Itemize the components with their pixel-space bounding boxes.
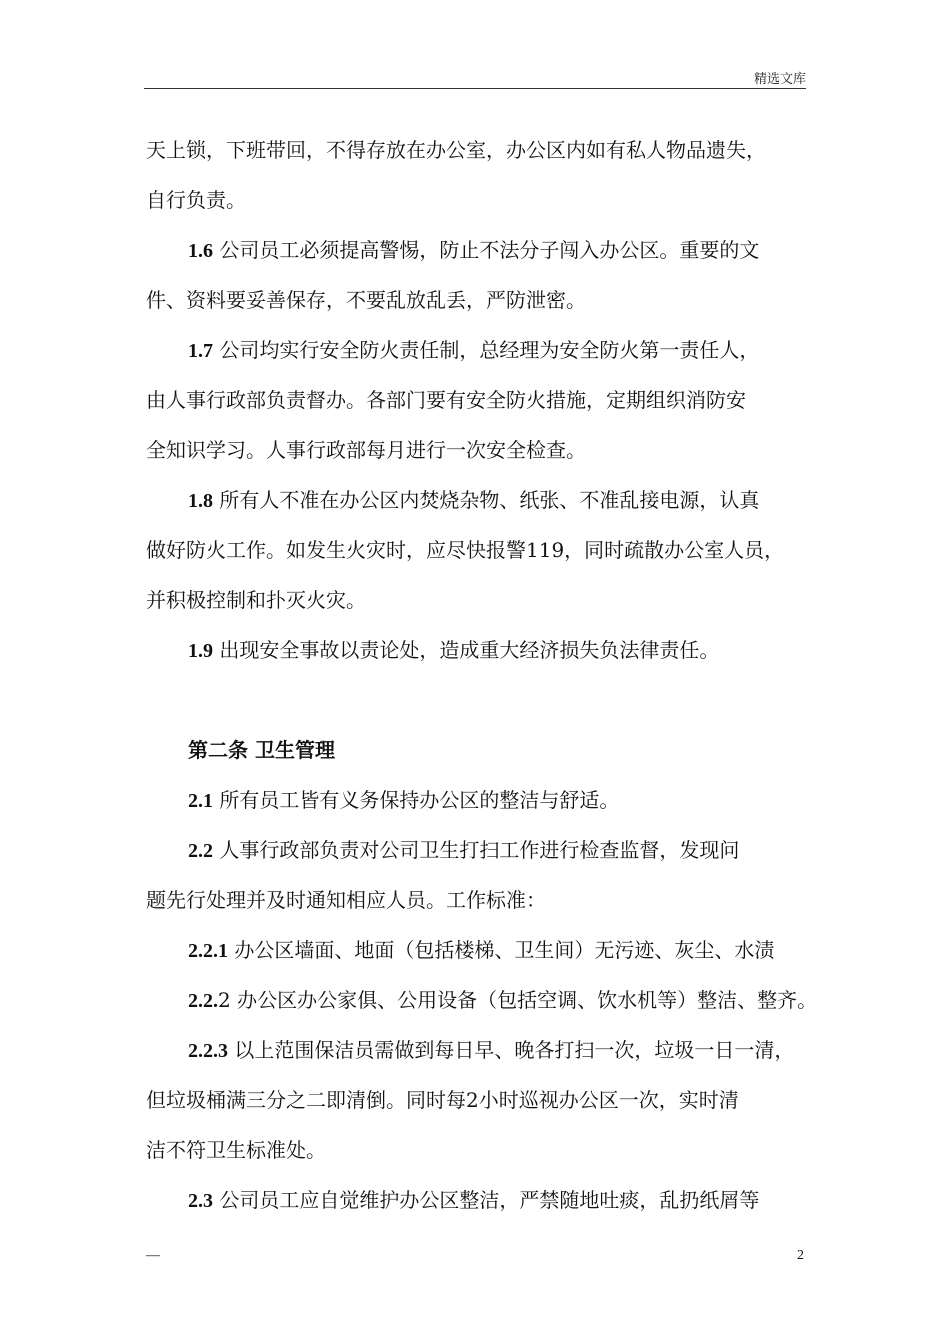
clause-number: 2.2 <box>188 840 213 862</box>
clause-number: 1.9 <box>188 640 213 662</box>
text-line: 题先行处理并及时通知相应人员。工作标准： <box>146 888 546 912</box>
clause-2-3: 2.3 公司员工应自觉维护办公区整洁，严禁随地吐痰，乱扔纸屑等 <box>188 1188 760 1212</box>
page-header-label: 精选文库 <box>753 72 806 87</box>
text-line: 自行负责。 <box>146 188 246 212</box>
clause-number: 2.2.3 <box>188 1040 228 1062</box>
clause-1-9: 1.9 出现安全事故以责论处，造成重大经济损失负法律责任。 <box>188 638 720 662</box>
text-line: 件、资料要妥善保存，不要乱放乱丢，严防泄密。 <box>146 288 586 312</box>
clause-1-6: 1.6 公司员工必须提高警惕，防止不法分子闯入办公区。重要的文 <box>188 238 760 262</box>
page-number: 2 <box>797 1248 804 1263</box>
text-line: 但垃圾桶满三分之二即清倒。同时每2小时巡视办公区一次，实时清 <box>146 1088 739 1112</box>
clause-number: 2.1 <box>188 790 213 812</box>
text-line: 做好防火工作。如发生火灾时，应尽快报警119，同时疏散办公室人员， <box>146 538 785 562</box>
clause-number: 1.7 <box>188 340 213 362</box>
header-rule <box>144 88 806 89</box>
clause-2-2-1: 2.2.1 办公区墙面、地面（包括楼梯、卫生间）无污迹、灰尘、水渍 <box>188 938 775 962</box>
text-line: 由人事行政部负责督办。各部门要有安全防火措施，定期组织消防安 <box>146 388 746 412</box>
clause-2-1: 2.1 所有员工皆有义务保持办公区的整洁与舒适。 <box>188 788 620 812</box>
clause-2-2: 2.2 人事行政部负责对公司卫生打扫工作进行检查监督，发现问 <box>188 838 740 862</box>
clause-number: 1.8 <box>188 490 213 512</box>
clause-number: 1.6 <box>188 240 213 262</box>
text-line: 洁不符卫生标准处。 <box>146 1138 326 1162</box>
clause-1-8: 1.8 所有人不准在办公区内焚烧杂物、纸张、不准乱接电源，认真 <box>188 488 760 512</box>
clause-number: 2.3 <box>188 1190 213 1212</box>
clause-1-7: 1.7 公司均实行安全防火责任制，总经理为安全防火第一责任人， <box>188 338 760 362</box>
clause-2-2-3: 2.2.3 以上范围保洁员需做到每日早、晚各打扫一次，垃圾一日一清， <box>188 1038 795 1062</box>
clause-number: 2.2.1 <box>188 940 228 962</box>
footer-dash: — <box>146 1248 160 1263</box>
clause-number: 2.2. <box>188 990 218 1012</box>
text-line: 全知识学习。人事行政部每月进行一次安全检查。 <box>146 438 586 462</box>
clause-2-2-2: 2.2.2 办公区办公家俱、公用设备（包括空调、饮水机等）整洁、整齐。 <box>188 988 818 1012</box>
text-line: 天上锁，下班带回，不得存放在办公室，办公区内如有私人物品遗失， <box>146 138 766 162</box>
section-heading: 第二条 卫生管理 <box>188 738 335 762</box>
text-line: 并积极控制和扑灭火灾。 <box>146 588 366 612</box>
